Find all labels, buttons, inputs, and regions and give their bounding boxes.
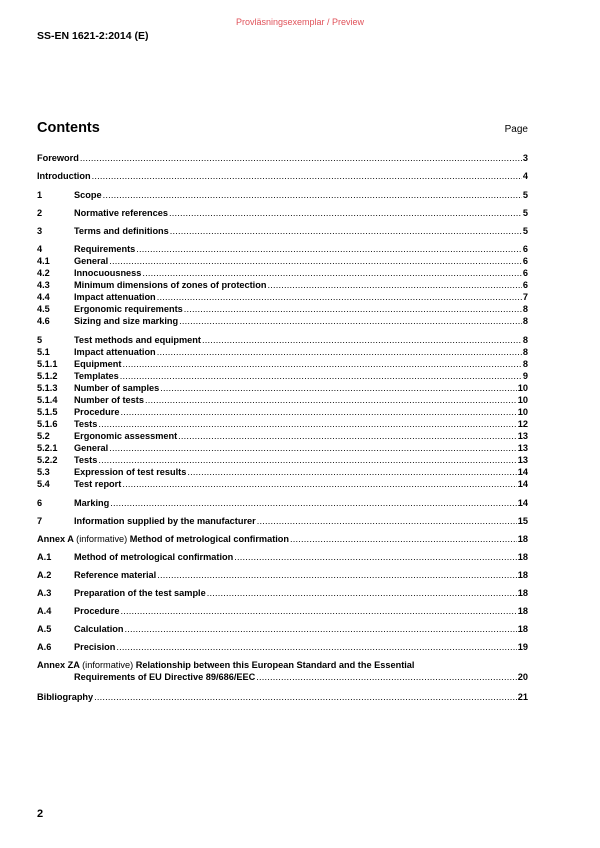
- toc-page: 14: [517, 479, 528, 489]
- toc-page: 12: [517, 419, 528, 429]
- toc-entry[interactable]: [37, 303, 528, 315]
- toc-leader-dots: [256, 671, 516, 683]
- toc-page: 18: [517, 570, 528, 580]
- toc-title: Normative references: [74, 208, 168, 218]
- toc-title: Scope: [74, 190, 102, 200]
- toc-entry[interactable]: [37, 315, 528, 327]
- toc-entry[interactable]: [37, 291, 528, 303]
- toc-number: A.1: [37, 552, 52, 562]
- toc-page: 5: [522, 190, 528, 200]
- toc-leader-dots: [122, 478, 516, 490]
- toc-page: 18: [517, 534, 528, 544]
- toc-entry[interactable]: [37, 279, 528, 291]
- toc-number: 3: [37, 226, 43, 236]
- toc-leader-dots: [160, 382, 517, 394]
- toc-entry[interactable]: [37, 207, 528, 219]
- toc-title: [37, 659, 414, 671]
- toc-title-continued: Requirements of EU Directive 89/686/EEC: [74, 672, 256, 682]
- toc-leader-dots: [207, 587, 517, 599]
- watermark: Provläsningsexemplar / Preview: [235, 17, 365, 27]
- toc-leader-dots: [116, 641, 516, 653]
- toc-entry[interactable]: [37, 430, 528, 442]
- toc-leader-dots: [234, 551, 517, 563]
- toc-number: 1: [37, 190, 43, 200]
- toc-page: 8: [522, 316, 528, 326]
- toc-number: 5.4: [37, 479, 50, 489]
- toc-entry[interactable]: [37, 442, 528, 454]
- toc-entry[interactable]: [37, 497, 528, 509]
- toc-title: Ergonomic assessment: [74, 431, 178, 441]
- toc-entry[interactable]: [37, 189, 528, 201]
- toc-number: 4.2: [37, 268, 50, 278]
- toc-leader-dots: [157, 569, 517, 581]
- toc-title: Equipment: [74, 359, 122, 369]
- toc-title: Introduction: [37, 171, 91, 181]
- toc-entry[interactable]: [37, 659, 528, 671]
- toc-page: 6: [522, 256, 528, 266]
- toc-number: A.4: [37, 606, 52, 616]
- toc-title: Preparation of the test sample: [74, 588, 206, 598]
- toc-leader-dots: [120, 605, 516, 617]
- toc-leader-dots: [120, 370, 522, 382]
- toc-page: 7: [522, 292, 528, 302]
- toc-leader-dots: [103, 189, 522, 201]
- toc-title: Information supplied by the manufacturer: [74, 516, 256, 526]
- toc-leader-dots: [109, 255, 522, 267]
- toc-number: 6: [37, 498, 43, 508]
- toc-title: Sizing and size marking: [74, 316, 179, 326]
- contents-title: Contents: [37, 120, 100, 136]
- toc-annex-label: Annex A: [37, 534, 74, 544]
- toc-title: Precision: [74, 642, 116, 652]
- toc-leader-dots: [94, 691, 517, 703]
- toc-page: 6: [522, 244, 528, 254]
- toc-leader-dots: [157, 346, 522, 358]
- toc-title: Requirements: [74, 244, 136, 254]
- toc-page: 10: [517, 407, 528, 417]
- toc-leader-dots: [109, 442, 517, 454]
- toc-leader-dots: [122, 358, 521, 370]
- toc-title: Minimum dimensions of zones of protection: [74, 280, 267, 290]
- toc-leader-dots: [125, 623, 517, 635]
- toc-leader-dots: [80, 152, 522, 164]
- toc-leader-dots: [267, 279, 521, 291]
- toc-entry[interactable]: [37, 370, 528, 382]
- toc-number: 4.1: [37, 256, 50, 266]
- toc-title: Tests: [74, 419, 98, 429]
- toc-number: 5.1.6: [37, 419, 58, 429]
- toc-number: 5.1.1: [37, 359, 58, 369]
- toc-title: General: [74, 256, 109, 266]
- toc-page: 18: [517, 624, 528, 634]
- toc-number: A.2: [37, 570, 52, 580]
- toc-title: Number of samples: [74, 383, 160, 393]
- toc-number: 4.6: [37, 316, 50, 326]
- toc-number: 5.2: [37, 431, 50, 441]
- toc-number: 4: [37, 244, 43, 254]
- toc-leader-dots: [187, 466, 516, 478]
- toc-title: General: [74, 443, 109, 453]
- toc-number: 5: [37, 335, 43, 345]
- toc-page: 9: [522, 371, 528, 381]
- toc-entry[interactable]: [37, 358, 528, 370]
- toc-leader-dots: [290, 533, 517, 545]
- toc-entry[interactable]: [37, 478, 528, 490]
- toc-entry[interactable]: [37, 587, 528, 599]
- toc-page: 19: [517, 642, 528, 652]
- toc-entry[interactable]: [37, 225, 528, 237]
- toc-page: 5: [522, 226, 528, 236]
- toc-number: 5.2.1: [37, 443, 58, 453]
- toc-entry[interactable]: [37, 623, 528, 635]
- toc-title: Impact attenuation: [74, 292, 156, 302]
- toc-number: 5.3: [37, 467, 50, 477]
- toc-leader-dots: [142, 267, 521, 279]
- toc-number: 5.1: [37, 347, 50, 357]
- toc-entry-continued[interactable]: [37, 671, 528, 683]
- toc-annex-title: Relationship between this European Standard and the Essential: [135, 660, 415, 670]
- toc-number: 4.4: [37, 292, 50, 302]
- toc-leader-dots: [136, 243, 522, 255]
- toc-title: Bibliography: [37, 692, 94, 702]
- toc-entry[interactable]: [37, 394, 528, 406]
- toc-entry[interactable]: [37, 515, 528, 527]
- toc-number: 5.1.3: [37, 383, 58, 393]
- toc-entry[interactable]: [37, 454, 528, 466]
- toc-title: Test methods and equipment: [74, 335, 201, 345]
- toc-page: 20: [517, 672, 528, 682]
- toc-entry[interactable]: [37, 334, 528, 346]
- toc-leader-dots: [169, 207, 522, 219]
- toc-page: 18: [517, 588, 528, 598]
- toc-title: Calculation: [74, 624, 124, 634]
- toc-entry[interactable]: [37, 533, 528, 545]
- toc-entry[interactable]: [37, 641, 528, 653]
- toc-number: A.3: [37, 588, 52, 598]
- toc-number: 5.1.4: [37, 395, 58, 405]
- toc-title: Procedure: [74, 407, 120, 417]
- toc-page: 14: [517, 467, 528, 477]
- toc-page: 18: [517, 552, 528, 562]
- toc-title: Innocuousness: [74, 268, 142, 278]
- toc-annex-title: Method of metrological confirmation: [129, 534, 290, 544]
- toc-page: 6: [522, 268, 528, 278]
- toc-entry[interactable]: [37, 406, 528, 418]
- toc-leader-dots: [257, 515, 517, 527]
- toc-title: Terms and definitions: [74, 226, 169, 236]
- toc-number: 5.2.2: [37, 455, 58, 465]
- page-column-label: Page: [504, 124, 528, 135]
- toc-entry[interactable]: [37, 243, 528, 255]
- toc-page: 8: [522, 359, 528, 369]
- toc-leader-dots: [179, 315, 522, 327]
- toc-title: Tests: [74, 455, 98, 465]
- toc-page: 18: [517, 606, 528, 616]
- toc-title: Test report: [74, 479, 122, 489]
- toc-entry[interactable]: [37, 605, 528, 617]
- toc-entry[interactable]: [37, 569, 528, 581]
- toc-number: 5.1.5: [37, 407, 58, 417]
- toc-entry[interactable]: [37, 152, 528, 164]
- toc-leader-dots: [202, 334, 522, 346]
- toc-entry[interactable]: [37, 466, 528, 478]
- toc-leader-dots: [98, 418, 516, 430]
- page-number: 2: [37, 808, 44, 820]
- toc-page: 10: [517, 383, 528, 393]
- toc-entry[interactable]: [37, 170, 528, 182]
- toc-annex-informative: (informative): [76, 534, 128, 544]
- toc-title: Procedure: [74, 606, 120, 616]
- toc-entry[interactable]: [37, 255, 528, 267]
- toc-page: 21: [517, 692, 528, 702]
- toc-number: 2: [37, 208, 43, 218]
- toc-page: 15: [517, 516, 528, 526]
- toc-page: 3: [522, 153, 528, 163]
- toc-number: A.6: [37, 642, 52, 652]
- toc-number: 4.5: [37, 304, 50, 314]
- toc-leader-dots: [170, 225, 522, 237]
- toc-number: A.5: [37, 624, 52, 634]
- toc-leader-dots: [92, 170, 522, 182]
- toc-annex-informative: (informative): [82, 660, 134, 670]
- toc-title: Templates: [74, 371, 119, 381]
- toc-title: Number of tests: [74, 395, 144, 405]
- toc-title: Impact attenuation: [74, 347, 156, 357]
- toc-number: 5.1.2: [37, 371, 58, 381]
- toc-title: Reference material: [74, 570, 157, 580]
- document-id: SS-EN 1621-2:2014 (E): [37, 30, 149, 42]
- toc-entry[interactable]: [37, 418, 528, 430]
- toc-leader-dots: [110, 497, 517, 509]
- toc-title: Method of metrological confirmation: [74, 552, 234, 562]
- toc-leader-dots: [157, 291, 522, 303]
- toc-page: 4: [522, 171, 528, 181]
- toc-number: 7: [37, 516, 43, 526]
- toc-entry[interactable]: [37, 267, 528, 279]
- toc-title: Ergonomic requirements: [74, 304, 183, 314]
- toc-page: 8: [522, 335, 528, 345]
- toc-page: 13: [517, 455, 528, 465]
- toc-page: 13: [517, 431, 528, 441]
- toc-leader-dots: [184, 303, 522, 315]
- toc-entry[interactable]: [37, 346, 528, 358]
- toc-page: 5: [522, 208, 528, 218]
- toc-entry[interactable]: [37, 382, 528, 394]
- toc-leader-dots: [120, 406, 516, 418]
- toc-page: 10: [517, 395, 528, 405]
- toc-leader-dots: [98, 454, 516, 466]
- toc-number: 4.3: [37, 280, 50, 290]
- toc-page: 8: [522, 347, 528, 357]
- toc-title: Marking: [74, 498, 110, 508]
- toc-page: 13: [517, 443, 528, 453]
- toc-title: [37, 533, 289, 545]
- toc-title: Foreword: [37, 153, 79, 163]
- toc-leader-dots: [178, 430, 517, 442]
- toc-page: 6: [522, 280, 528, 290]
- toc-entry[interactable]: [37, 551, 528, 563]
- toc-leader-dots: [145, 394, 517, 406]
- toc-page: 8: [522, 304, 528, 314]
- toc-title: Expression of test results: [74, 467, 187, 477]
- toc-annex-label: Annex ZA: [37, 660, 80, 670]
- toc-page: 14: [517, 498, 528, 508]
- toc-entry[interactable]: [37, 691, 528, 703]
